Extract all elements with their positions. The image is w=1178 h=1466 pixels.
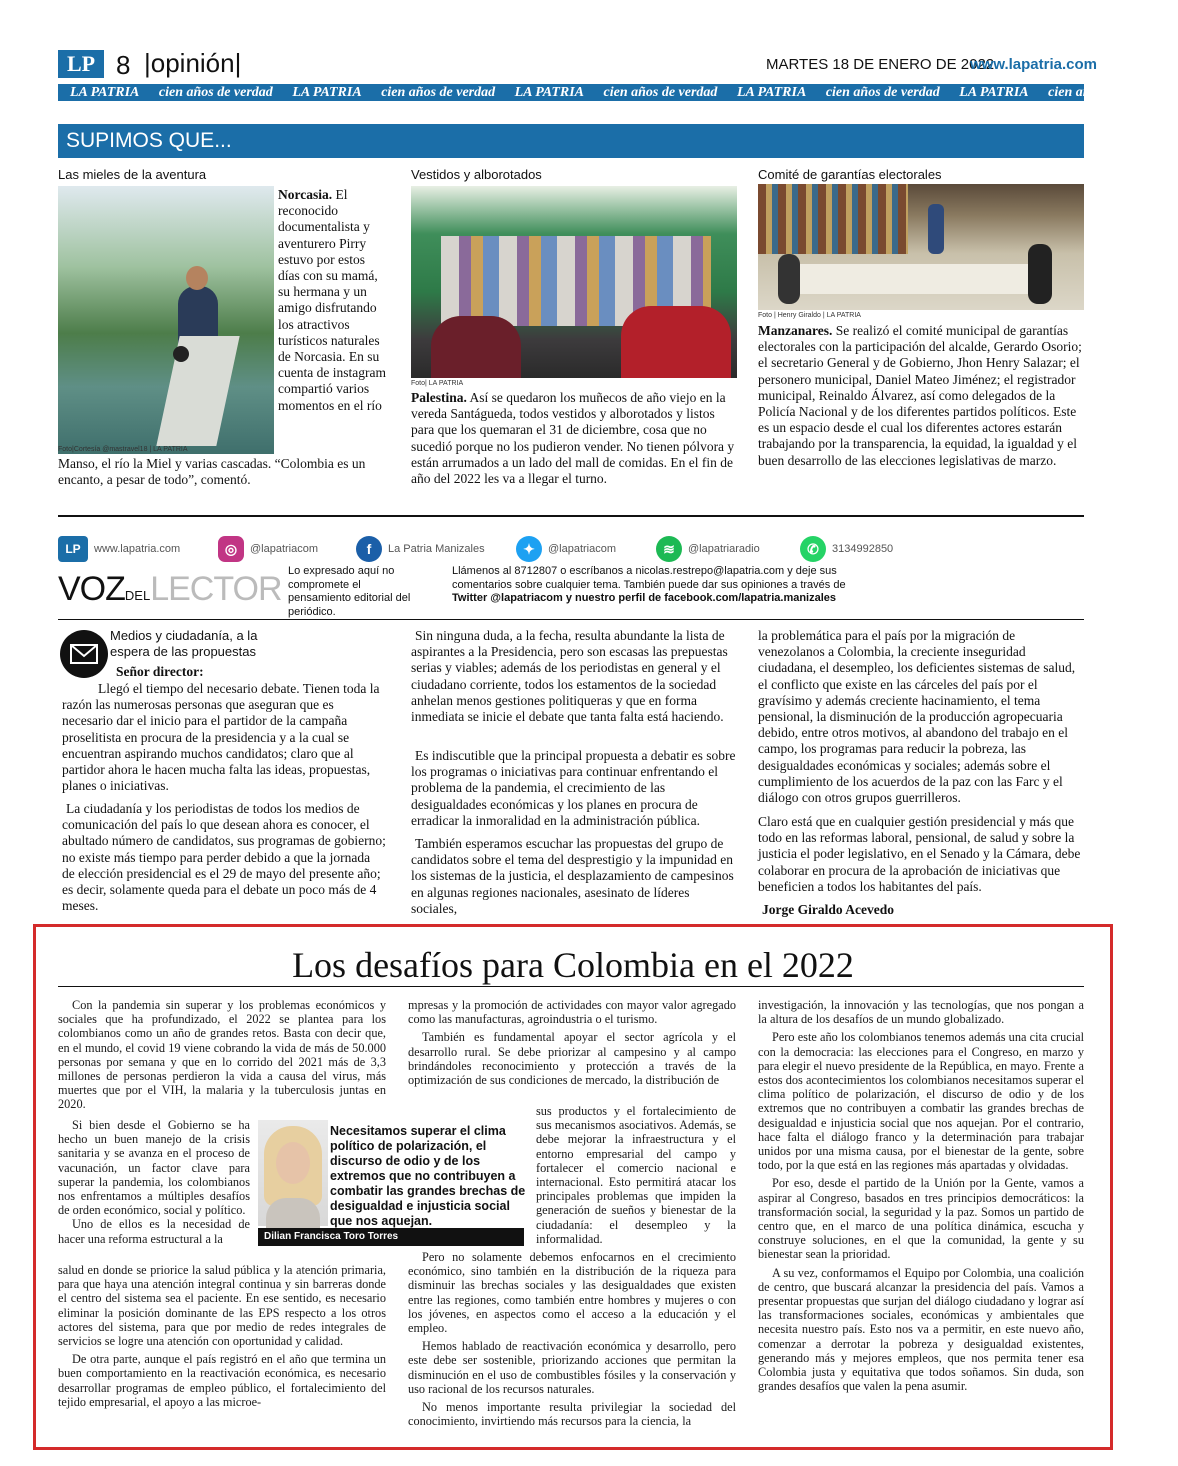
pull-quote: Necesitamos superar el clima político de polarización, el discurso de odio y de los extremos que no contribuyen a combatir las grandes brechas de desigualdad e injusticia social que nos aquejan. (330, 1124, 526, 1228)
story-caption: Vestidos y alborotados (411, 167, 542, 182)
letter-col-3: la problemática para el país por la migración de venezolanos a Colombia, la creciente inseguridad ciudadana, el desempleo, los deficientes sistemas de salud, el conflicto que existe en las cárceles del país por el gravísimo y además creciente hacinamiento, el tema pensional, la disminución de la producción agropecuaria debido, entre otros motivos, al abandono del trabajo en el campo, los programas para reducir la pobreza, las desigualdades económicas y sociales; además sobre el cumplimiento de los acuerdos de la paz con las Farc y el diálogo con otros grupos guerrilleros. (758, 628, 1076, 806)
website-link[interactable]: www.lapatria.com (970, 56, 1097, 73)
strip-text: cien años de verdad (381, 85, 496, 100)
story-body: El reconocido documentalista y aventurero Pirry estuvo por estos días con su mamá, su hermana y un amigo disfrutando los atractivos turísticos naturales de Norcasia. En su cuenta de instagram compartió varios momentos en el río (278, 187, 386, 413)
letter-col-2: Sin ninguna duda, a la fecha, resulta abundante la lista de aspirantes a la Presidencia, pero son escasas las prepuestas serias y viables; además de los periodistas en general y el ciudadano corriente, todos los estamentos de la sociedad anhelan menos gestiones politiqueras y que en forma inmediata se inicie el debate que tanta falta está haciendo. (411, 628, 728, 725)
paragraph: También es fundamental apoyar el sector agrícola y el desarrollo rural. Se debe priorizar al campesino y al campo brindándoles reconocimiento y protección a través de la optimización de sus condiciones de mercado, la distribución de (408, 1030, 736, 1088)
strip-text: cien años de verdad (158, 85, 273, 100)
paragraph: Por eso, desde el partido de la Unión por la Gente, vamos a aspirar al Congreso, basados en tres principios democráticos: la transformación social, la seguridad y la paz. Somos un partido de centro que, en el marco de una política dinámica, escucha y construye soluciones, en el que la comunidad, la gente y su bienestar sean la prioridad. (758, 1176, 1084, 1262)
strip-text: LA PATRIA (514, 85, 584, 100)
social-web[interactable] (58, 536, 180, 562)
letter-col-2b: Es indiscutible que la principal propuesta a debatir es sobre los programas o iniciativas para continuar enfrentando el problema de la pandemia, el crecimiento de las desigualdades económicas y los planes en procura de erradicar la inmoralidad en la administración pública. (411, 748, 736, 828)
author-photo (258, 1120, 328, 1226)
photo-meeting (758, 184, 1084, 310)
story-caption: Comité de garantías electorales (758, 167, 942, 182)
strip-text: cien años de verdad (825, 85, 940, 100)
paragraph: A su vez, conformamos el Equipo por Colombia, una coalición de centro, que buscará alcanzar la presidencia del país. Vamos a presentar propuestas que surjan del diálogo ciudadano y lograr así las transformaciones sociales, económicas y ambientales que necesita nuestro país. Esto nos va a permitir, en este nuevo año, comenzar a derrotar la pobreza y desigualdad existentes, generando más y mejores empleos, que nos permita tener esa Colombia justa y equitativa que todos soñamos. Sin duda, son grandes desafíos que valen la pena asumir. (758, 1265, 1084, 1394)
contact-line: comentarios sobre cualquier tema. También puede dar sus opiniones a través de (452, 578, 846, 591)
story-body-cont: Manso, el río la Miel y varias cascadas. “Colombia es un encanto, a pesar de todo”, comentó. (58, 456, 366, 488)
contact-line: Llámenos al 8712807 o escríbanos a nicolas.restrepo@lapatria.com y deje sus (452, 565, 837, 577)
spotify-icon: ≋ (656, 536, 682, 562)
facebook-icon: f (356, 536, 382, 562)
strip-text: cien años de verdad (603, 85, 718, 100)
paragraph: Hemos hablado de reactivación económica y desarrollo, pero este debe ser sostenible, priorizando acciones que permitan la disminución en el uso de combustibles fósiles y la conservación y uso racional de los recursos naturales. (408, 1339, 736, 1396)
paragraph: Si bien desde el Gobierno se ha hecho un buen manejo de la crisis sanitaria y se avanza en el proceso de vacunación, un factor clave para superar la pandemia, los colombianos nos enfrentamos a múltiples desafíos de orden económico, social y político. (58, 1118, 250, 1218)
article-col-3 (758, 998, 1084, 1393)
article-col-1 (58, 998, 386, 1112)
social-facebook[interactable] (356, 536, 485, 562)
section-name: |opinión| (144, 48, 242, 78)
lector-word: LECTOR (150, 570, 282, 608)
contact-info (452, 565, 892, 606)
story-body: Así se quedaron los muñecos de año viejo en la vereda Santágueda, todos vestidos y alborotados y listos para que los quemaran el 31 de diciembre, cosa que no sucedió porque no los pudieron vender. No tienen pólvora y están arrumados a un lado del mall de comidas. En el fin de año del 2022 les va a llegar el turno. (411, 390, 735, 487)
supimos-section-title: SUPIMOS QUE... (58, 124, 1084, 158)
lp-small-icon: LP (58, 536, 88, 562)
quote-author: Dilian Francisca Toro Torres (258, 1228, 524, 1246)
voz-word: VOZ (58, 570, 125, 608)
photo-river (58, 186, 274, 454)
strip-text: cien años de verdad (1048, 85, 1163, 100)
article-col-2-narrow (536, 1104, 736, 1246)
story-text (278, 187, 388, 414)
article-col-1-narrow (58, 1118, 250, 1246)
letter-title: Medios y ciudadanía, a la espera de las propuestas (110, 628, 258, 659)
strip-text: LA PATRIA (70, 85, 140, 100)
strip-text: LA PATRIA (959, 85, 1029, 100)
social-wa-text: 3134992850 (832, 543, 894, 555)
article-col-1-lower (58, 1263, 386, 1409)
social-fb-text: La Patria Manizales (388, 543, 485, 555)
social-spotify[interactable] (656, 536, 760, 562)
instagram-icon: ◎ (218, 536, 244, 562)
section-divider (58, 515, 1084, 517)
paragraph: Uno de ellos es la necesidad de hacer una reforma estructural a la (58, 1217, 250, 1246)
title-rule (58, 986, 1084, 987)
letter-signature: Jorge Giraldo Acevedo (762, 902, 894, 917)
photo-dolls (411, 186, 737, 378)
social-twitter[interactable] (516, 536, 616, 562)
article-col-2-lower (408, 1250, 736, 1428)
letter-salutation: Señor director: (116, 664, 204, 679)
photo-credit: Foto | Henry Giraldo | LA PATRIA (758, 312, 861, 319)
paragraph: Pero este año los colombianos tenemos además una cita crucial con la democracia: las elecciones para el Congreso, en marzo y para elegir el nuevo presidente de la República, en mayo. Frente a estos dos acontecimientos los colombianos necesitamos superar el clima político de polarización, el discurso de odio y de los extremos que no contribuyen a combatir las grandes brechas de desigualdad e injusticia social que nos aquejan. Por el contrario, hace falta el diálogo franco y la determinación para trabajar unidos por una misma causa, por el bienestar de la gente, sobre todo, por la que está en las regiones más apartadas y olvidadas. (758, 1030, 1084, 1173)
paragraph: sus productos y el fortalecimiento de sus mecanismos asociativos. Además, se debe mejorar la infraestructura y el entorno empresarial del campo y fortalecer el comercio nacional e internacional. Esto permitirá atacar los principales problemas que impiden la generación de sueños y bienestar de la ciudadanía: el desempleo y la informalidad. (536, 1104, 736, 1246)
page-number: 8 (116, 50, 131, 80)
story-text (758, 323, 1084, 469)
paragraph: investigación, la innovación y las tecnologías, que nos pongan a la altura de los desafíos de un mundo globalizado. (758, 998, 1084, 1027)
story-place: Manzanares. (758, 323, 833, 338)
article-title: Los desafíos para Colombia en el 2022 (292, 945, 854, 985)
article-col-2 (408, 998, 736, 1087)
contact-line: Twitter @lapatriacom y nuestro perfil de facebook.com/lapatria.manizales (452, 592, 837, 604)
story-text (411, 390, 737, 487)
voz-divider (58, 619, 1084, 620)
letter-col-1: Llegó el tiempo del necesario debate. Tienen toda la razón las numerosas personas que aseguran que es necesario dar el inicio para el partidor de la campaña proselitista en procura de la presidencia y a la cual se encuentran aspirando muchos candidatos; claro que al partidor ahora le hacen mucha falta las ideas, propuestas, planes o iniciativas. (62, 681, 380, 794)
letter-col-2c: También esperamos escuchar las propuestas del grupo de candidatos sobre el tema del desprestigio y la impunidad en los sistemas de la justicia, el desplazamiento de campesinos en algunas regiones nacionales, asesinato de líderes sociales, (411, 836, 734, 916)
del-word: DEL (124, 588, 151, 603)
paragraph: Con la pandemia sin superar y los problemas económicos y sociales que ha profundizado, el 2022 se plantea para los colombianos como un año de grandes retos. Basta con decir que, en el mundo, el covid 19 viene cobrando la vida de más de 50.000 personas por semana y que en lo corrido del 2021 más de 3,3 millones de personas perdieron la vida a causa del virus, más muertes que por el VIH, la malaria y la tuberculosis juntas en 2020. (58, 998, 386, 1112)
paragraph: Pero no solamente debemos enfocarnos en el crecimiento económico, sino también en la distribución de la riqueza para disminuir las brechas sociales y las desigualdades que existen entre las regiones, como también entre hombres y mujeres o con los jóvenes, en aspectos como el acceso a la educación y el empleo. (408, 1250, 736, 1336)
letter-col-3b: Claro está que en cualquier gestión presidencial y más que todo en las reformas laboral, pensional, de salud y sobre la justicia el poder legislativo, en el Senado y la Cámara, debe colaborar en procura de la aprobación de iniciativas que beneficien a todos los habitantes del país. (758, 814, 1081, 894)
social-instagram[interactable] (218, 536, 318, 562)
envelope-icon (60, 630, 108, 678)
social-sp-text: @lapatriaradio (688, 543, 760, 555)
whatsapp-icon: ✆ (800, 536, 826, 562)
paragraph: De otra parte, aunque el país registró en el año que termina un buen comportamiento en la reactivación económica, es necesario desarrollar programas de empleo público, el fortalecimiento del tejido empresarial, el apoyo a las microe- (58, 1352, 386, 1409)
social-ig-text: @lapatriacom (250, 543, 319, 555)
issue-date: MARTES 18 DE ENERO DE 2022 (766, 56, 995, 73)
photo-credit: Foto|Cortesía @mastravel18 | LA PATRIA (58, 446, 188, 453)
disclaimer: Lo expresado aquí no compromete el pensamiento editorial del periódico. (288, 565, 411, 618)
social-web-text: www.lapatria.com (94, 543, 181, 555)
lp-logo: LP (58, 50, 104, 78)
story-body: Se realizó el comité municipal de garantías electorales con la participación del alcalde, Gerardo Osorio; el secretario General y de Gobierno, Jhon Henry Salazar; el personero municipal, Daniel Mateo Jiménez; el registrador municipal, Reinaldo Álvarez, así como delegados de la Policía Nacional y de los diferentes partidos políticos. Este es un espacio desde el cual los diferentes actores estarán trabajando por la transparencia, la equidad, la igualdad y el buen desarrollo de las elecciones legislativas de marzo. (758, 323, 1082, 468)
page-header (58, 46, 1097, 82)
social-tw-text: @lapatriacom (548, 543, 617, 555)
twitter-icon: ✦ (516, 536, 542, 562)
brand-strip (58, 84, 1163, 101)
letter-col-1b: La ciudadanía y los periodistas de todos los medios de comunicación del país lo que desean ahora es conocer, el abultado número de candidatos, sus programas de gobierno; no existe más tiempo para perder debido a que la jornada de elección presidencial es el 29 de mayo del presente año; es decir, solamente queda para el debate un poco más de 4 meses. (62, 801, 386, 914)
story-caption: Las mieles de la aventura (58, 167, 207, 182)
paragraph: mpresas y la promoción de actividades con mayor valor agregado como las manufacturas, agroindustria o el turismo. (408, 998, 736, 1027)
paragraph: salud en donde se priorice la salud pública y la atención primaria, para que haya una atención integral continua y sin barreras donde el centro del sistema sea el paciente. En ese sentido, es necesario eliminar la posición dominante de las EPS respecto a los otros actores del sistema, para que por medio de redes integrales de servicios se logre una atención con oportunidad y calidad. (58, 1263, 386, 1349)
story-place: Palestina. (411, 390, 467, 405)
strip-text: LA PATRIA (736, 85, 807, 100)
voz-del-lector-title (58, 570, 282, 609)
strip-text: LA PATRIA (292, 85, 362, 100)
story-place: Norcasia. (278, 187, 333, 202)
photo-credit: Foto| LA PATRIA (411, 380, 464, 387)
social-whatsapp[interactable] (800, 536, 893, 562)
paragraph: No menos importante resulta privilegiar la sociedad del conocimiento, invirtiendo más recursos para la ciencia, la (408, 1400, 736, 1429)
